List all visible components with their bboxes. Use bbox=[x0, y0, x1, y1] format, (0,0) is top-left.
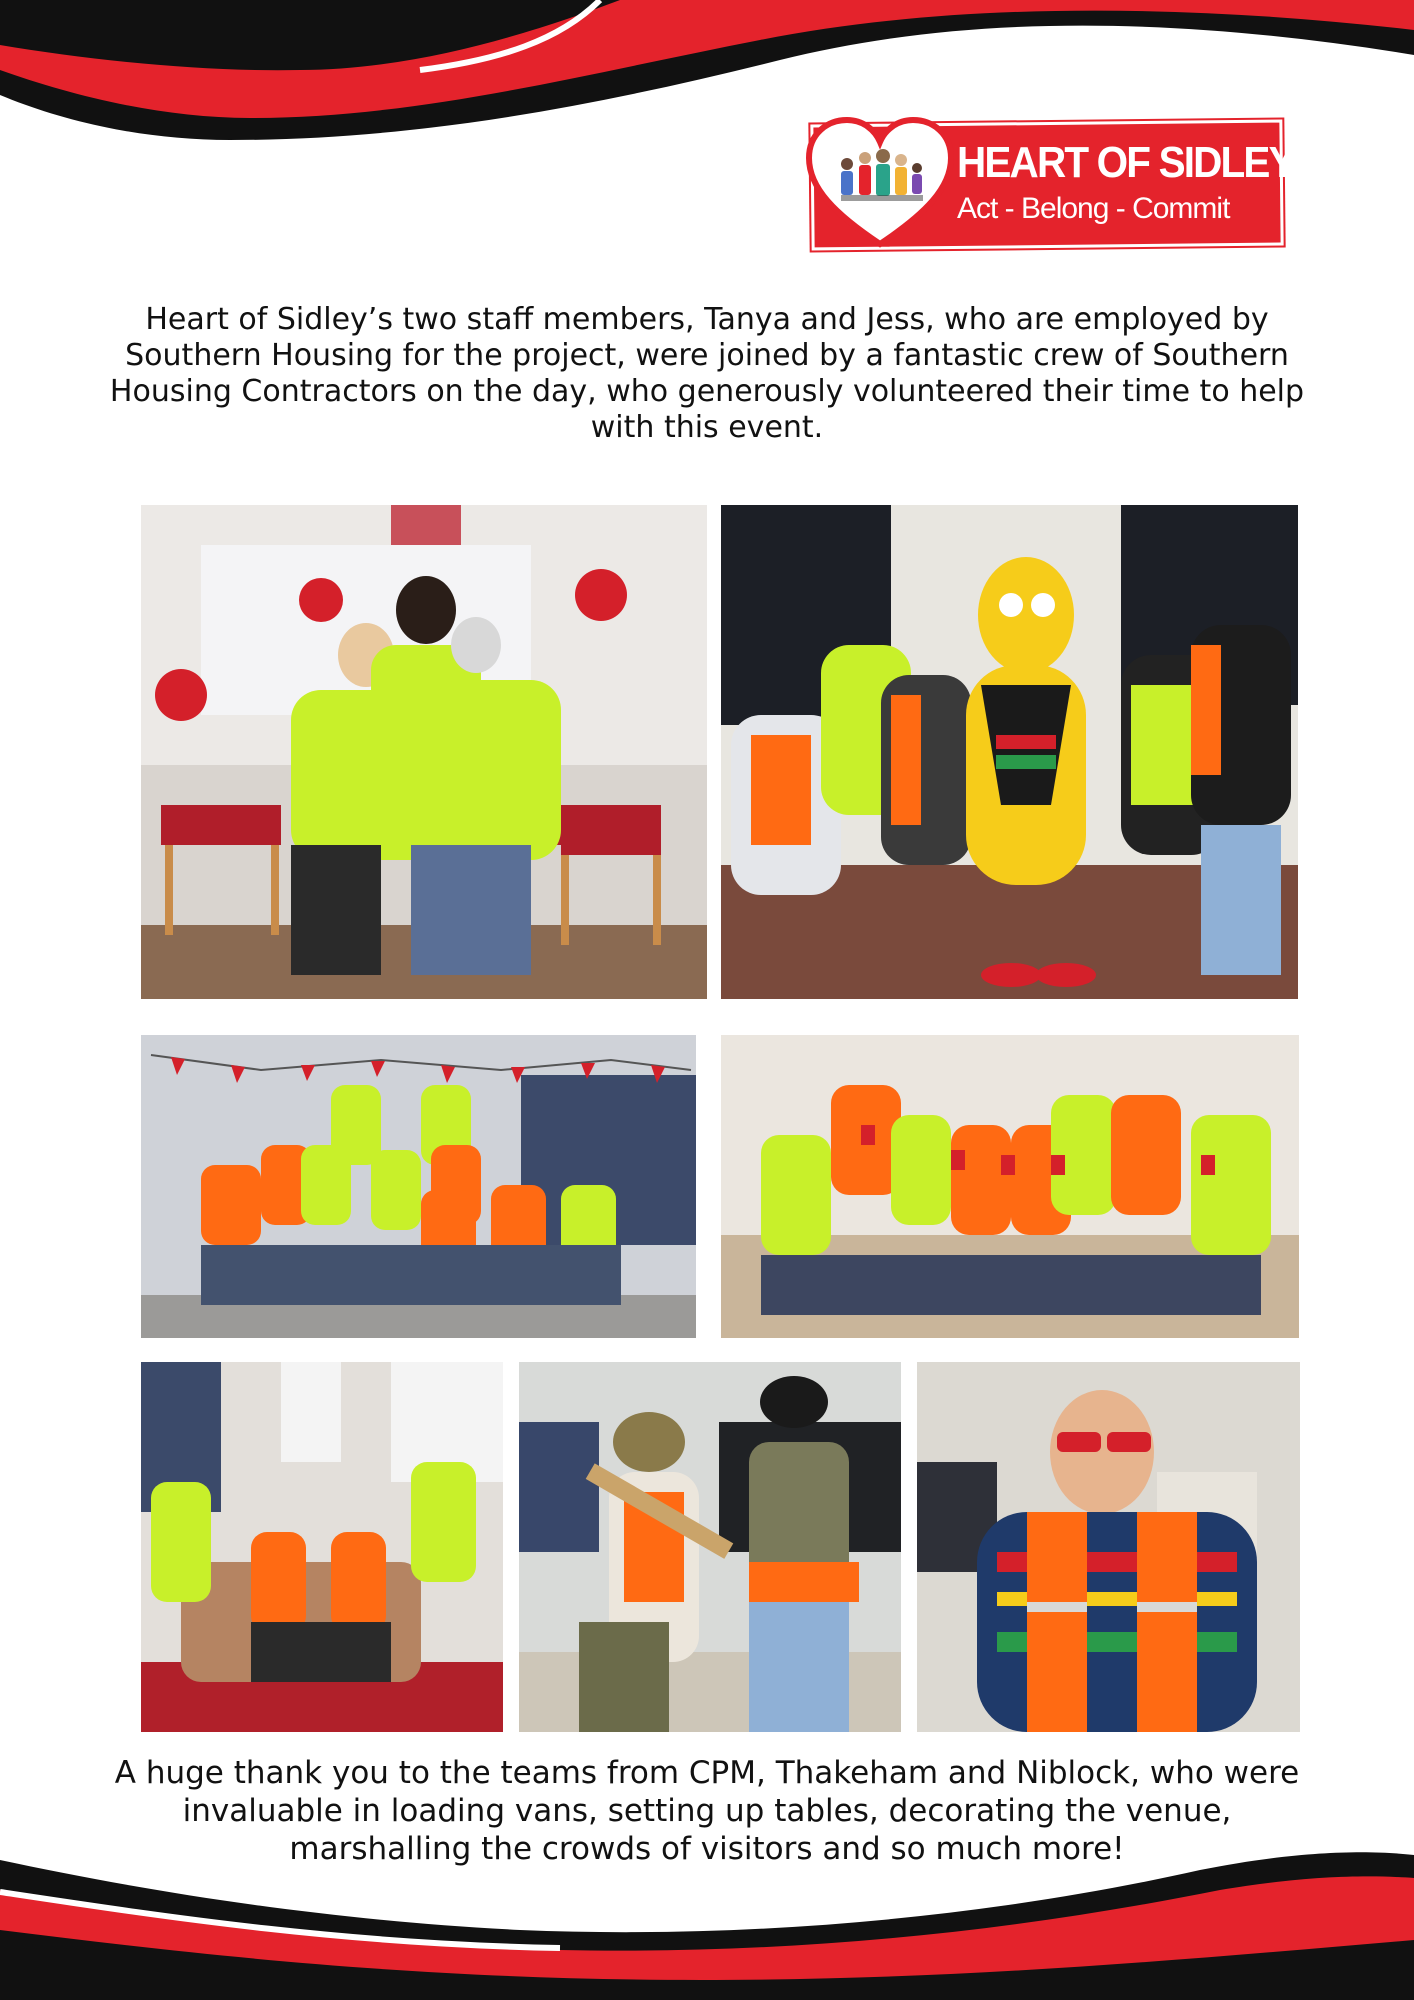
photo-staff-christmas-room bbox=[141, 505, 707, 999]
logo-title: HEART OF SIDLEY bbox=[957, 138, 1294, 187]
photo-group-standing-cups bbox=[721, 1035, 1299, 1338]
logo-tagline: Act - Belong - Commit bbox=[957, 192, 1230, 225]
heart-icon bbox=[805, 116, 955, 252]
photo-group-with-mascot bbox=[721, 505, 1298, 999]
photo-group-seated-bunting bbox=[141, 1035, 696, 1338]
photo-group-on-sofa bbox=[141, 1362, 503, 1732]
photo-man-christmas-jumper bbox=[917, 1362, 1300, 1732]
bottom-wave-decoration bbox=[0, 1820, 1414, 2000]
heart-of-sidley-logo bbox=[805, 118, 1294, 250]
thanks-paragraph: A huge thank you to the teams from CPM, Thakeham and Niblock, who were invaluable in loading vans, setting up tables, decorating the venue, marshalling the crowds of visitors and so much more! bbox=[114, 1755, 1300, 1867]
photo-dress-up-military-gear bbox=[519, 1362, 901, 1732]
intro-paragraph: Heart of Sidley’s two staff members, Tanya and Jess, who are employed by Southern Housing for the project, were joined by a fantastic crew of Southern Housing Contractors on the day, who generously volunteered their time to help with this event. bbox=[109, 302, 1305, 445]
